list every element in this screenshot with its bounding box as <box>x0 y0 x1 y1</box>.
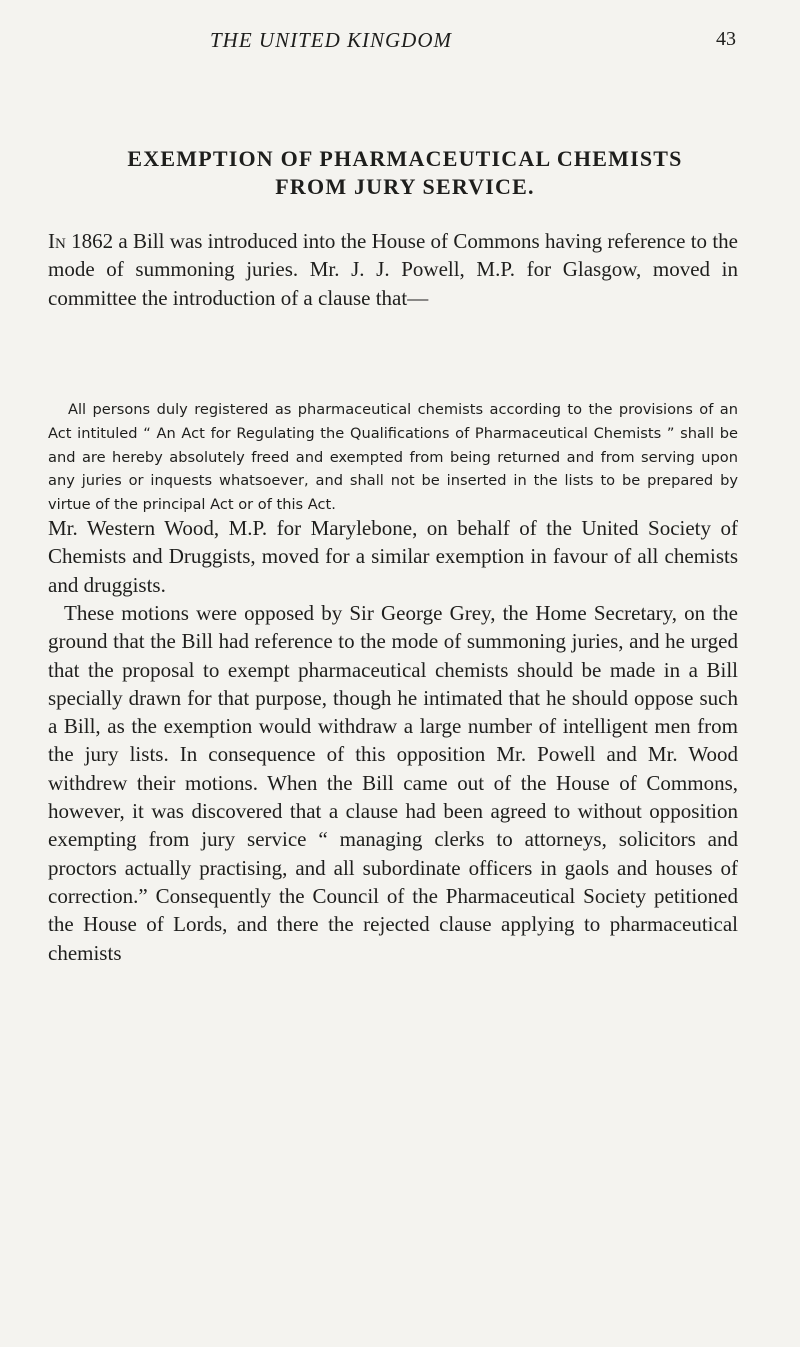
paragraph-western-wood: Mr. Western Wood, M.P. for Marylebone, on behalf of the United Society of Chemists and Druggists, moved for a similar exemption in favour of all chemists and druggists. <box>48 516 738 597</box>
paragraph-intro-text: 1862 a Bill was introduced into the House of Commons having reference to the mode of summoning juries. Mr. J. J. Powell, M.P. for Glasgow, moved in committee the introduction of a clause that— <box>48 229 738 310</box>
quoted-clause: All persons duly registered as pharmaceutical chemists according to the provisions of an Act intituled “ An Act for Regulating the Qualifications of Pharmaceutical Chemists ” shall be and are hereby absolutely freed and exempted from being returned and from serving upon any juries or inquests whatsoever, and shall not be inserted in the lists to be prepared by virtue of the principal Act or of this Act. <box>48 401 738 514</box>
section-heading-line-2: FROM JURY SERVICE. <box>275 174 535 199</box>
section-heading <box>60 145 750 201</box>
page-number: 43 <box>716 28 736 50</box>
paragraph-intro <box>48 227 738 312</box>
running-title: THE UNITED KINGDOM <box>210 28 453 52</box>
paragraph-intro-lead: In <box>48 229 66 253</box>
running-head <box>0 28 800 56</box>
paragraph-opposition: These motions were opposed by Sir George Grey, the Home Secretary, on the ground that the Bill had reference to the mode of summoning juries, and he urged that the proposal to exempt pharmaceutical chemists should be made in a Bill specially drawn for that purpose, though he intimated that he should oppose such a Bill, as the exemption would withdraw a large number of intelligent men from the jury lists. In consequence of this opposition Mr. Powell and Mr. Wood withdrew their motions. When the Bill came out of the House of Commons, however, it was discovered that a clause had been agreed to without opposition exempting from jury service “ managing clerks to attorneys, solicitors and proctors actually practising, and all subordinate officers in gaols and houses of correction.” Consequently the Council of the Pharmaceutical Society petitioned the House of Lords, and there the rejected clause applying to pharmaceutical chemists <box>48 601 738 965</box>
section-heading-line-1: EXEMPTION OF PHARMACEUTICAL CHEMISTS <box>127 146 683 171</box>
